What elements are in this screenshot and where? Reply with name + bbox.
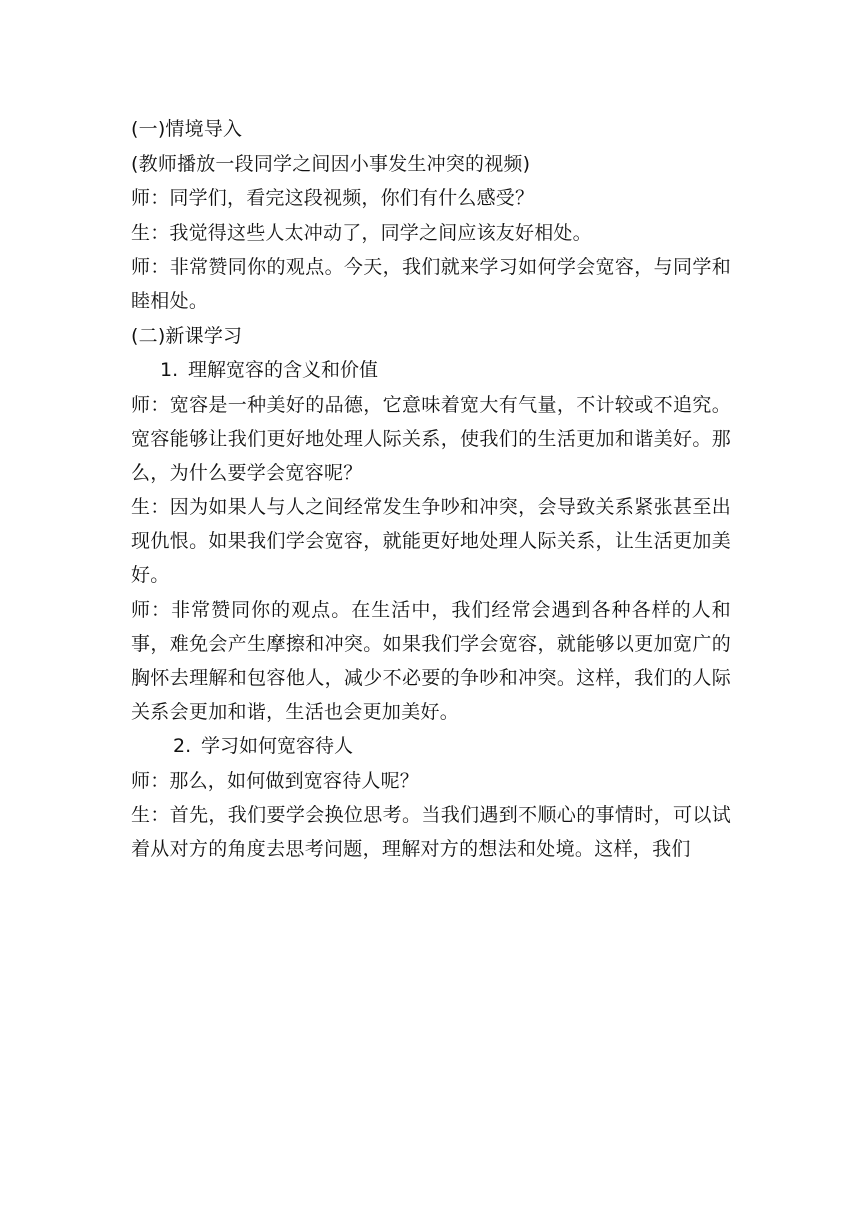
list-item-number: 1. [160, 359, 179, 381]
list-item-1 [131, 353, 731, 387]
dialogue-paragraph: 师：宽容是一种美好的品德，它意味着宽大有气量，不计较或不追究。宽容能够让我们更好地处理人际关系，使我们的生活更加和谐美好。那么，为什么要学会宽容呢？ [131, 393, 731, 484]
section-heading-intro: (一)情境导入 [131, 118, 243, 140]
dialogue-line: 生：我觉得这些人太冲动了，同学之间应该友好相处。 [131, 221, 592, 244]
list-item-title: 学习如何宽容待人 [201, 735, 354, 757]
list-item-title: 理解宽容的含义和价值 [188, 359, 379, 381]
dialogue-line: 师：同学们，看完这段视频，你们有什么感受？ [131, 187, 535, 209]
stage-direction: (教师播放一段同学之间因小事发生冲突的视频) [131, 152, 531, 175]
list-item-number: 2. [173, 735, 192, 757]
list-item-2 [131, 729, 731, 763]
dialogue-paragraph: 生：因为如果人与人之间经常发生争吵和冲突，会导致关系紧张甚至出现仇恨。如果我们学会宽容，就能更好地处理人际关系，让生活更加美好。 [131, 496, 731, 586]
dialogue-paragraph: 师：非常赞同你的观点。在生活中，我们经常会遇到各种各样的人和事，难免会产生摩擦和冲突。如果我们学会宽容，就能够以更加宽广的胸怀去理解和包容他人，减少不必要的争吵和冲突。这样，我们的人际关系会更加和谐，生活也会更加美好。 [131, 598, 731, 723]
dialogue-paragraph: 生：首先，我们要学会换位思考。当我们遇到不顺心的事情时，可以试着从对方的角度去思考问题，理解对方的想法和处境。这样，我们 [131, 804, 731, 860]
dialogue-line: 师：那么，如何做到宽容待人呢？ [131, 769, 420, 792]
document-page [131, 112, 731, 867]
section-heading-new-lesson: (二)新课学习 [131, 324, 243, 347]
dialogue-paragraph: 师：非常赞同你的观点。今天，我们就来学习如何学会宽容，与同学和睦相处。 [131, 256, 731, 312]
